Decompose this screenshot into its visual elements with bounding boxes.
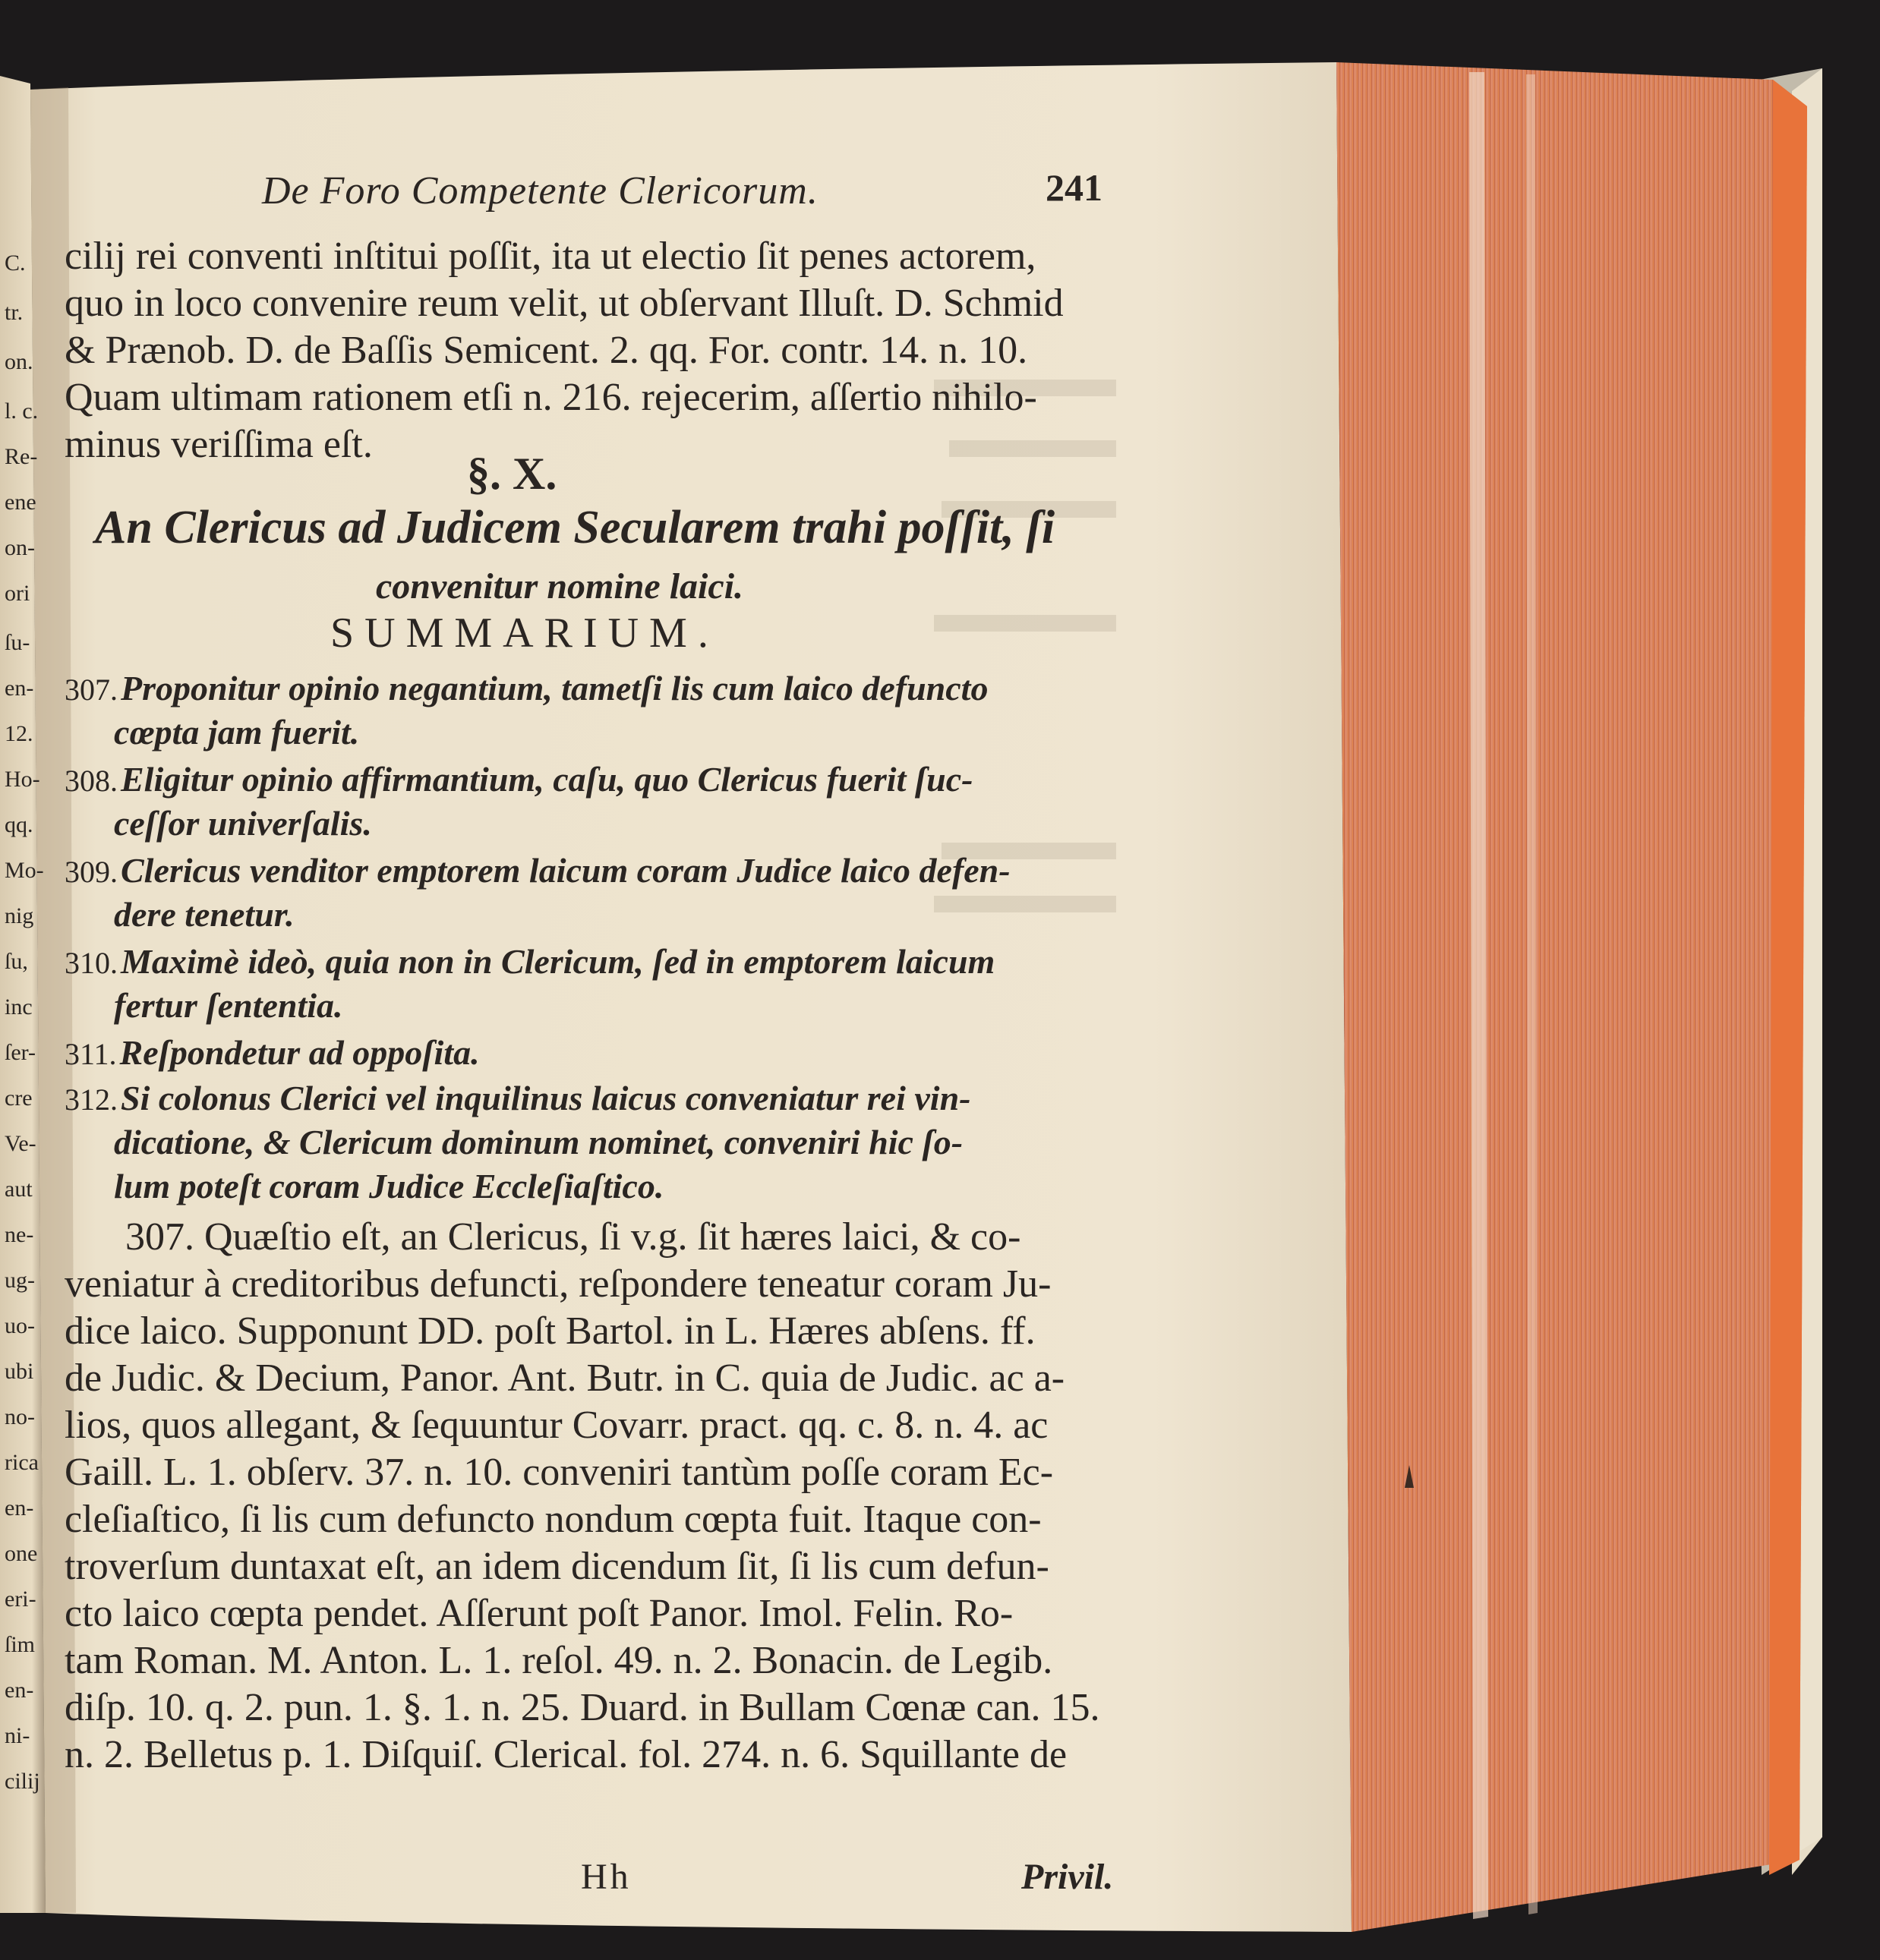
left-margin-fragment: tr.: [5, 300, 24, 325]
left-margin-fragment: on.: [5, 349, 33, 374]
text-line: dice laico. Supponunt DD. poſt Bartol. in L. Hæres abſens. ff.: [65, 1309, 1036, 1353]
summary-text: Maximè ideò, quia non in Clericum, ſed in emptorem laicum: [121, 942, 995, 981]
summary-text: Proponitur opinio negantium, tametſi lis cum laico defuncto: [121, 669, 989, 707]
text-line: Quam ultimam rationem etſi n. 216. rejecerim, aſſertio nihilo-: [65, 376, 1037, 419]
left-margin-fragment: Re-: [5, 444, 38, 469]
summary-text: dicatione, & Clericum dominum nominet, conveniri hic ſo-: [114, 1123, 964, 1161]
summary-entry: [65, 1032, 480, 1073]
summary-text: lum poteſt coram Judice Eccleſiaſtico.: [114, 1167, 664, 1205]
text-line: tam Roman. M. Anton. L. 1. reſol. 49. n. 2. Bonacin. de Legib.: [65, 1639, 1053, 1682]
left-margin-fragment: aut: [5, 1177, 33, 1202]
text-line: 307. Quæſtio eſt, an Clericus, ſi v.g. ſit hæres laici, & co-: [125, 1215, 1021, 1259]
page-text-block: [42, 144, 1150, 1897]
left-margin-fragment: Mo-: [5, 858, 44, 883]
left-margin-fragment: en-: [5, 676, 34, 701]
summary-entry: [65, 941, 995, 982]
left-margin-fragment: Ho-: [5, 767, 40, 792]
left-margin-fragment: en-: [5, 1678, 34, 1703]
text-line: n. 2. Belletus p. 1. Diſquiſ. Clerical. fol. 274. n. 6. Squillante de: [65, 1733, 1068, 1776]
summary-entry: [65, 850, 1011, 890]
summary-entry: [65, 759, 973, 799]
section-heading: An Clericus ad Judicem Secularem trahi poſſit, ſi: [95, 502, 1055, 553]
text-line: quo in loco convenire reum velit, ut obſervant Illuſt. D. Schmid: [65, 282, 1064, 325]
summary-text: Si colonus Clerici vel inquilinus laicus conveniatur rei vin-: [121, 1079, 971, 1117]
summary-number: 310.: [65, 946, 118, 980]
text-line: & Prænob. D. de Baſſis Semicent. 2. qq. For. contr. 14. n. 10.: [65, 329, 1028, 372]
left-margin-fragment: ni-: [5, 1723, 30, 1748]
summary-entry: [65, 668, 988, 708]
left-margin-fragment: cre: [5, 1086, 33, 1111]
summary-entry: [114, 894, 295, 934]
text-line: lios, quos allegant, & ſequuntur Covarr. pract. qq. c. 8. n. 4. ac: [65, 1404, 1049, 1447]
summary-entry: [114, 803, 372, 843]
left-margin-fragment: ſu,: [5, 949, 28, 974]
text-line: cto laico cœpta pendet. Aſſerunt poſt Panor. Imol. Felin. Ro-: [65, 1592, 1014, 1635]
left-margin-fragment: ne-: [5, 1222, 34, 1247]
left-margin-fragment: eri-: [5, 1587, 36, 1612]
text-line: diſp. 10. q. 2. pun. 1. §. 1. n. 25. Duard. in Bullam Cœnæ can. 15.: [65, 1686, 1100, 1729]
text-line: de Judic. & Decium, Panor. Ant. Butr. in C. quia de Judic. ac a-: [65, 1357, 1065, 1400]
left-margin-fragment: nig: [5, 903, 34, 928]
left-margin-fragment: rica: [5, 1450, 39, 1475]
summary-text: cœpta jam fuerit.: [114, 713, 360, 752]
section-heading-continued: convenitur nomine laici.: [376, 566, 744, 607]
summary-text: Reſpondetur ad oppoſita.: [119, 1033, 480, 1072]
summary-title: SUMMARIUM.: [330, 610, 719, 657]
left-margin-fragment: l. c.: [5, 399, 39, 424]
summary-text: Eligitur opinio affirmantium, caſu, quo Clericus fuerit ſuc-: [121, 760, 973, 799]
left-margin-fragment: cilij: [5, 1769, 40, 1794]
left-margin-fragment: ſu-: [5, 630, 30, 655]
text-line: minus veriſſima eſt.: [65, 423, 373, 466]
left-margin-fragment: C.: [5, 251, 26, 276]
running-head: De Foro Competente Clericorum.: [262, 169, 819, 213]
summary-entry: [114, 712, 359, 752]
left-margin-fragment: on-: [5, 535, 35, 560]
summary-text: dere tenetur.: [114, 895, 295, 934]
summary-entry: [65, 1078, 970, 1118]
text-line: veniatur à creditoribus defuncti, reſpondere teneatur coram Ju-: [65, 1262, 1052, 1306]
page-number: 241: [1046, 166, 1102, 209]
text-line: troverſum duntaxat eſt, an idem dicendum ſit, ſi lis cum defun-: [65, 1545, 1049, 1588]
left-margin-fragment: ubi: [5, 1359, 34, 1384]
summary-number: 307.: [65, 673, 118, 707]
text-line: cleſiaſtico, ſi lis cum defuncto nondum cœpta fuit. Itaque con-: [65, 1498, 1042, 1541]
left-margin-fragment: ene: [5, 490, 36, 515]
left-margin-fragment: one: [5, 1541, 38, 1566]
left-margin-fragment: ug-: [5, 1268, 35, 1293]
summary-entry: [114, 1122, 963, 1162]
catch-word: Privil.: [1021, 1857, 1114, 1897]
text-line: cilij rei conventi inſtitui poſſit, ita ut electio ſit penes actorem,: [65, 235, 1036, 278]
summary-number: 312.: [65, 1082, 118, 1117]
left-margin-fragment: uo-: [5, 1313, 35, 1338]
left-margin-fragment: qq.: [5, 812, 33, 837]
left-margin-fragment: Ve-: [5, 1131, 36, 1156]
summary-number: 311.: [65, 1037, 117, 1071]
left-margin-fragment: en-: [5, 1495, 34, 1520]
left-margin-fragment: inc: [5, 994, 33, 1019]
text-line: Gaill. L. 1. obſerv. 37. n. 10. conveniri tantùm poſſe coram Ec-: [65, 1451, 1054, 1494]
summary-text: fertur ſententia.: [114, 986, 343, 1025]
summary-entry: [114, 1166, 664, 1206]
summary-text: ceſſor univerſalis.: [114, 804, 372, 843]
left-margin-fragment: ori: [5, 581, 30, 606]
left-margin-fragment: ſer-: [5, 1040, 36, 1065]
left-margin-fragment: ſim: [5, 1632, 36, 1657]
left-margin-fragment: no-: [5, 1404, 35, 1429]
summary-text: Clericus venditor emptorem laicum coram Judice laico defen-: [121, 851, 1011, 890]
summary-number: 308.: [65, 764, 118, 798]
section-number: §. X.: [467, 449, 557, 499]
summary-entry: [114, 985, 343, 1026]
left-margin-fragment: 12.: [5, 721, 33, 746]
signature-mark: Hh: [581, 1857, 632, 1897]
summary-number: 309.: [65, 855, 118, 889]
